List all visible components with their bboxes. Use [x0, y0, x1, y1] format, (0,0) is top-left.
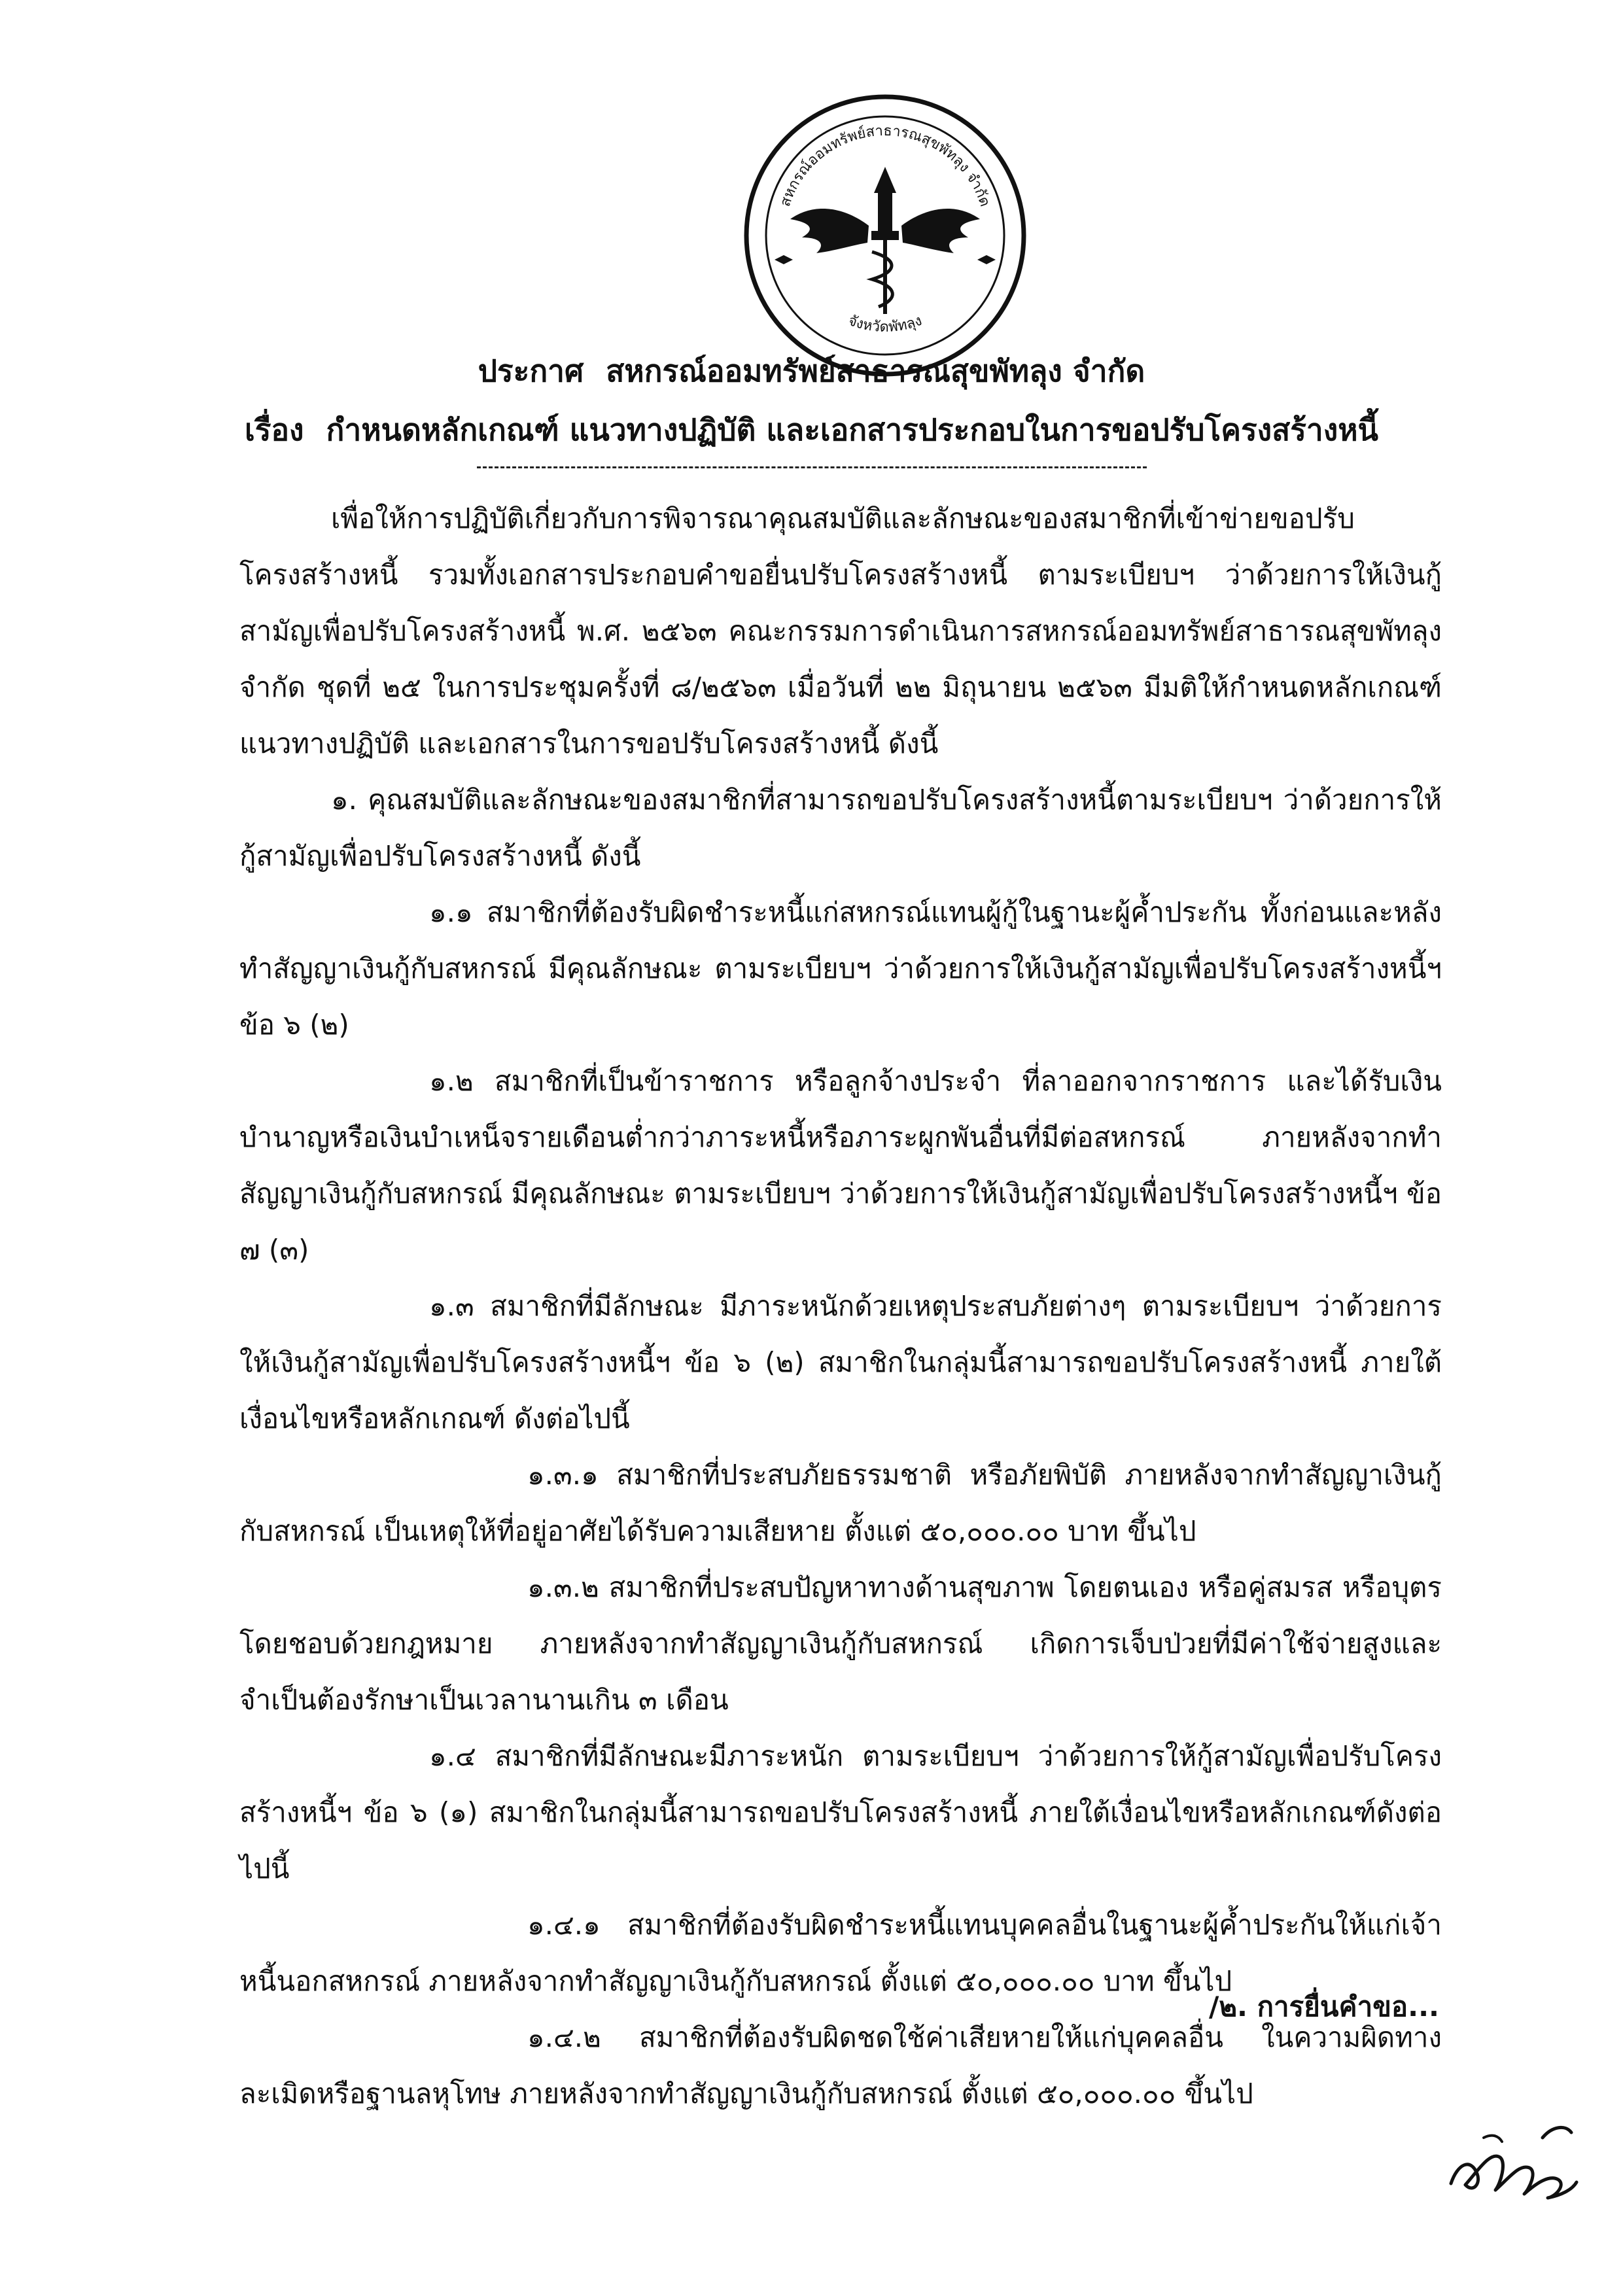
section-1-4-2-paragraph: ๑.๔.๒ สมาชิกที่ต้องรับผิดชดใช้ค่าเสียหายให้แก่บุคคลอื่น ในความผิดทางละเมิดหรือฐานลหุโทษ ภายหลังจากทำสัญญาเงินกู้กับสหกรณ์ ตั้งแต่ ๕๐,๐๐๐.๐๐ ขึ้นไป — [239, 2021, 1442, 2110]
signature-icon — [1438, 2112, 1582, 2210]
section-1-3-paragraph: ๑.๓ สมาชิกที่มีลักษณะ มีภาระหนักด้วยเหตุประสบภัยต่างๆ ตามระเบียบฯ ว่าด้วยการให้เงินกู้สามัญเพื่อปรับโครงสร้างหนี้ฯ ข้อ ๖ (๒) สมาชิกในกลุ่มนี้สามารถขอปรับโครงสร้างหนี้ ภายใต้เงื่อนไขหรือหลักเกณฑ์ ดังต่อไปนี้ — [239, 1290, 1442, 1435]
intro-paragraph: เพื่อให้การปฏิบัติเกี่ยวกับการพิจารณาคุณสมบัติและลักษณะของสมาชิกที่เข้าข่ายขอปรับโครงสร้างหนี้ รวมทั้งเอกสารประกอบคำขอยื่นปรับโครงสร้างหนี้ ตามระเบียบฯ ว่าด้วยการให้เงินกู้สามัญเพื่อปรับโครงสร้างหนี้ พ.ศ. ๒๕๖๓ คณะกรรมการดำเนินการสหกรณ์ออมทรัพย์สาธารณสุขพัทลุง จำกัด ชุดที่ ๒๕ ในการประชุมครั้งที่ ๘/๒๕๖๓ เมื่อวันที่ ๒๒ มิถุนายน ๒๕๖๓ มีมติให้กำหนดหลักเกณฑ์ แนวทางปฏิบัติ และเอกสารในการขอปรับโครงสร้างหนี้ ดังนี้ — [239, 502, 1442, 759]
header-divider — [477, 466, 1147, 468]
section-1-3-1-paragraph: ๑.๓.๑ สมาชิกที่ประสบภัยธรรมชาติ หรือภัยพิบัติ ภายหลังจากทำสัญญาเงินกู้กับสหกรณ์ เป็นเหตุให้ที่อยู่อาศัยได้รับความเสียหาย ตั้งแต่ ๕๐,๐๐๐.๐๐ บาท ขึ้นไป — [239, 1459, 1442, 1547]
continuation-marker: /๒. การยื่นคำขอ... — [1209, 1991, 1439, 2023]
announcement-body — [239, 491, 1442, 2122]
header-subject-text: กำหนดหลักเกณฑ์ แนวทางปฏิบัติ และเอกสารประกอบในการขอปรับโครงสร้างหนี้ — [326, 412, 1378, 447]
section-1-4-1-paragraph: ๑.๔.๑ สมาชิกที่ต้องรับผิดชำระหนี้แทนบุคคลอื่นในฐานะผู้ค้ำประกันให้แก่เจ้าหนี้นอกสหกรณ์ ภายหลังจากทำสัญญาเงินกู้กับสหกรณ์ ตั้งแต่ ๕๐,๐๐๐.๐๐ บาท ขึ้นไป — [239, 1909, 1442, 1997]
header-subject-label: เรื่อง — [245, 412, 304, 447]
section-1-3-2-paragraph: ๑.๓.๒ สมาชิกที่ประสบปัญหาทางด้านสุขภาพ โดยตนเอง หรือคู่สมรส หรือบุตรโดยชอบด้วยกฎหมาย ภายหลังจากทำสัญญาเงินกู้กับสหกรณ์ เกิดการเจ็บป่วยที่มีค่าใช้จ่ายสูงและจำเป็นต้องรักษาเป็นเวลานานเกิน ๓ เดือน — [239, 1571, 1442, 1716]
seal-ring-text: สหกรณ์ออมทรัพย์สาธารณสุขพัทลุง จำกัด — [777, 122, 994, 209]
section-1-2-paragraph: ๑.๒ สมาชิกที่เป็นข้าราชการ หรือลูกจ้างประจำ ที่ลาออกจากราชการ และได้รับเงินบำนาญหรือเงินบำเหน็จรายเดือนต่ำกว่าภาระหนี้หรือภาระผูกพันอื่นที่มีต่อสหกรณ์ ภายหลังจากทำสัญญาเงินกู้กับสหกรณ์ มีคุณลักษณะ ตามระเบียบฯ ว่าด้วยการให้เงินกู้สามัญเพื่อปรับโครงสร้างหนี้ฯ ข้อ ๗ (๓) — [239, 1065, 1442, 1266]
header-announcement-line — [196, 341, 1427, 400]
header-organization-name: สหกรณ์ออมทรัพย์สาธารณสุขพัทลุง จำกัด — [606, 353, 1145, 389]
cooperative-seal — [738, 88, 1032, 383]
section-1-1-paragraph: ๑.๑ สมาชิกที่ต้องรับผิดชำระหนี้แก่สหกรณ์แทนผู้กู้ในฐานะผู้ค้ำประกัน ทั้งก่อนและหลังทำสัญญาเงินกู้กับสหกรณ์ มีคุณลักษณะ ตามระเบียบฯ ว่าด้วยการให้เงินกู้สามัญเพื่อปรับโครงสร้างหนี้ฯ ข้อ ๖ (๒) — [239, 896, 1442, 1041]
header-subject-line — [196, 400, 1427, 459]
announcement-header — [196, 341, 1427, 459]
header-announcement-label: ประกาศ — [478, 353, 584, 389]
section-1-4-paragraph: ๑.๔ สมาชิกที่มีลักษณะมีภาระหนัก ตามระเบียบฯ ว่าด้วยการให้กู้สามัญเพื่อปรับโครงสร้างหนี้ฯ ข้อ ๖ (๑) สมาชิกในกลุ่มนี้สามารถขอปรับโครงสร้างหนี้ ภายใต้เงื่อนไขหรือหลักเกณฑ์ดังต่อไปนี้ — [239, 1740, 1442, 1885]
seal-emblem-icon — [738, 88, 1032, 383]
seal-province-text: จังหวัดพัทลุง — [846, 312, 924, 336]
handwritten-initial — [1438, 2112, 1582, 2210]
section-1-paragraph: ๑. คุณสมบัติและลักษณะของสมาชิกที่สามารถขอปรับโครงสร้างหนี้ตามระเบียบฯ ว่าด้วยการให้กู้สามัญเพื่อปรับโครงสร้างหนี้ ดังนี้ — [239, 784, 1442, 872]
svg-text:จังหวัดพัทลุง — [846, 313, 924, 336]
